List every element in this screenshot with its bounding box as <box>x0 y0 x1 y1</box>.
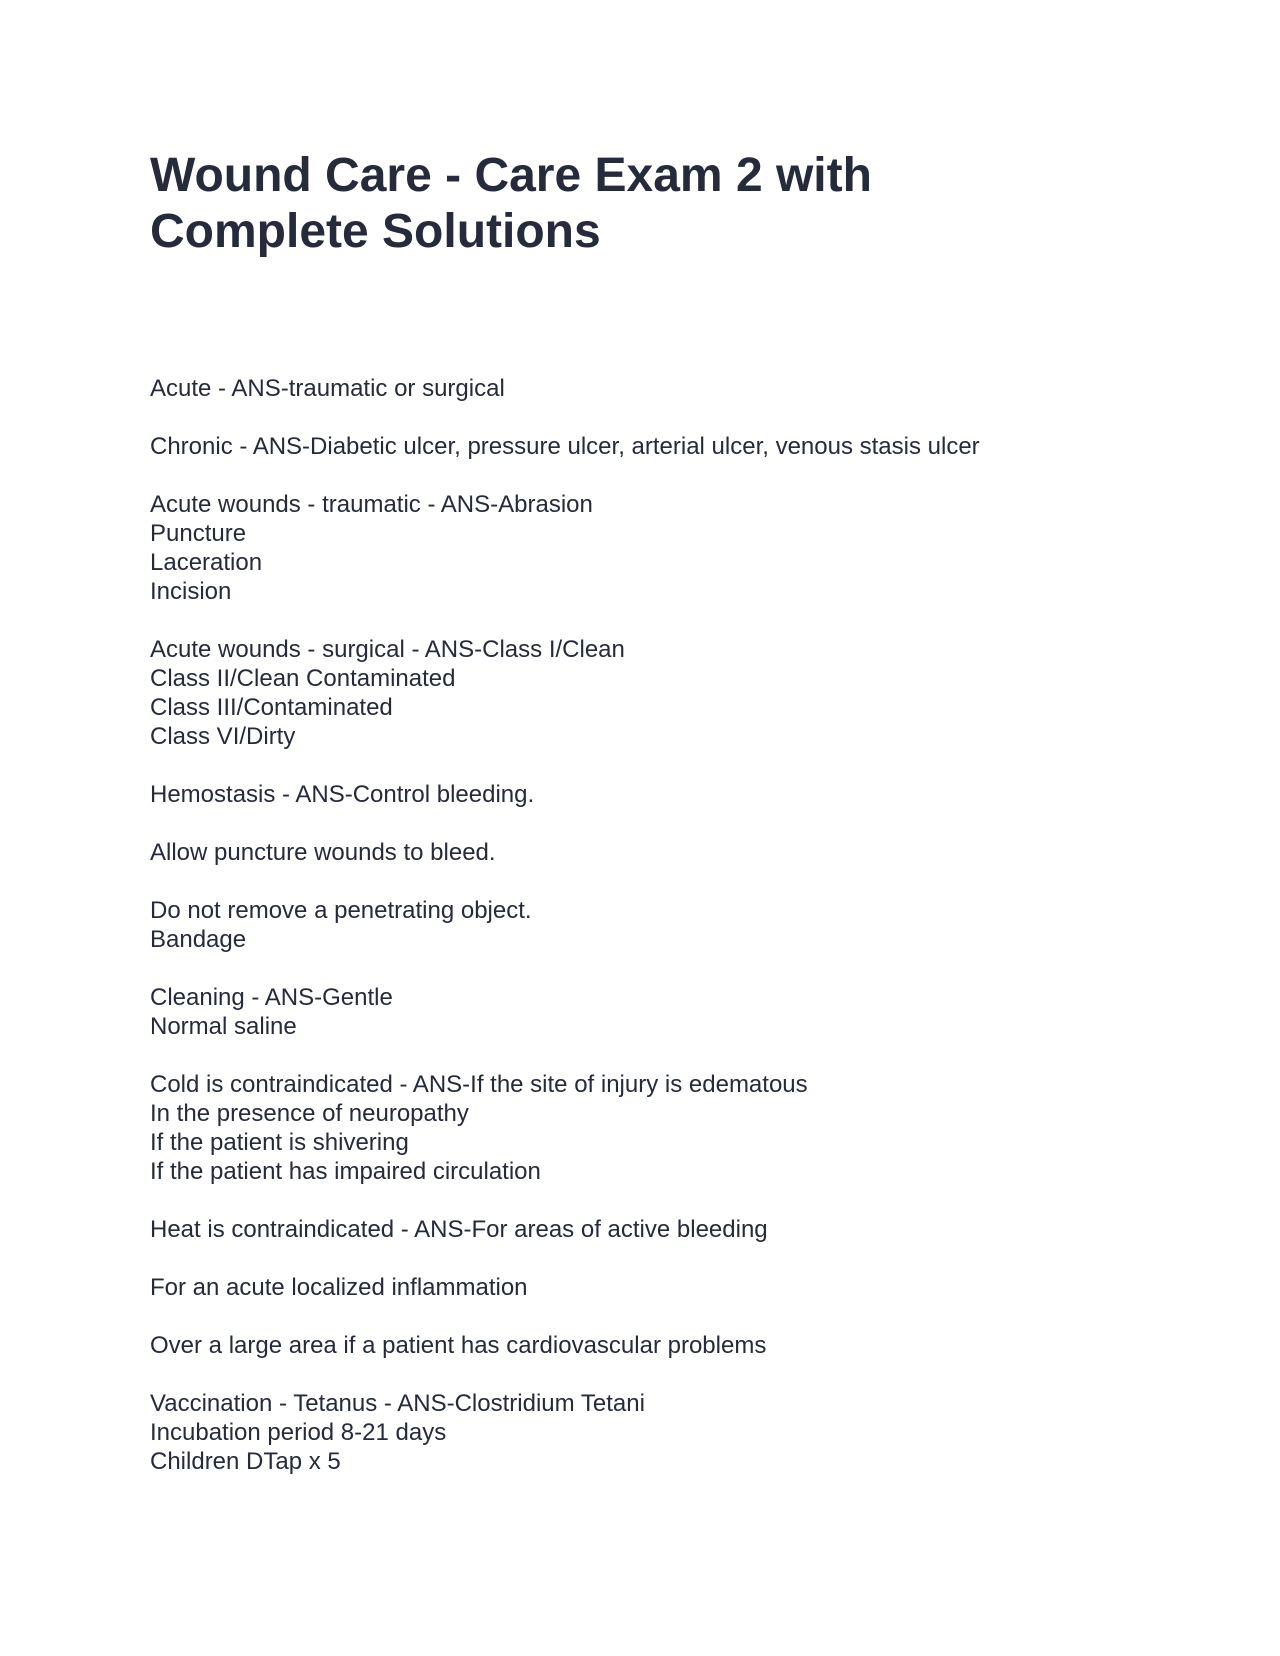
text-line: Allow puncture wounds to bleed. <box>150 839 496 866</box>
text-line: Over a large area if a patient has cardiovascular problems <box>150 1332 767 1359</box>
document-body <box>150 374 1150 1476</box>
text-line: Acute wounds - surgical - ANS-Class I/Clean <box>150 636 625 663</box>
text-line: Class III/Contaminated <box>150 694 393 721</box>
title-line-2: Complete Solutions <box>150 205 601 258</box>
qa-block <box>150 1215 1150 1244</box>
text-line: Cold is contraindicated - ANS-If the site of injury is edematous <box>150 1071 808 1098</box>
text-line: In the presence of neuropathy <box>150 1100 469 1127</box>
qa-block <box>150 780 1150 809</box>
text-line: Puncture <box>150 520 247 547</box>
qa-block <box>150 432 1150 461</box>
title-line-1: Wound Care - Care Exam 2 with <box>150 149 872 202</box>
text-line: Heat is contraindicated - ANS-For areas of active bleeding <box>150 1216 768 1243</box>
text-line: Incision <box>150 578 232 605</box>
text-line: If the patient is shivering <box>150 1129 409 1156</box>
qa-block <box>150 635 1150 751</box>
document-title <box>150 148 1150 260</box>
text-line: Incubation period 8-21 days <box>150 1419 447 1446</box>
text-line: Vaccination - Tetanus - ANS-Clostridium Tetani <box>150 1390 645 1417</box>
text-line: Do not remove a penetrating object. <box>150 897 532 924</box>
qa-block <box>150 490 1150 606</box>
qa-block <box>150 374 1150 403</box>
text-line: Class VI/Dirty <box>150 723 296 750</box>
qa-block <box>150 1273 1150 1302</box>
text-line: Normal saline <box>150 1013 297 1040</box>
qa-block <box>150 1389 1150 1476</box>
qa-block <box>150 1331 1150 1360</box>
text-line: For an acute localized inflammation <box>150 1274 528 1301</box>
text-line: Acute - ANS-traumatic or surgical <box>150 375 505 402</box>
text-line: Chronic - ANS-Diabetic ulcer, pressure ulcer, arterial ulcer, venous stasis ulcer <box>150 433 980 460</box>
text-line: Class II/Clean Contaminated <box>150 665 456 692</box>
qa-block <box>150 838 1150 867</box>
text-line: Hemostasis - ANS-Control bleeding. <box>150 781 535 808</box>
text-line: Cleaning - ANS-Gentle <box>150 984 393 1011</box>
document-page <box>150 148 1150 1505</box>
text-line: Laceration <box>150 549 263 576</box>
text-line: Bandage <box>150 926 247 953</box>
text-line: If the patient has impaired circulation <box>150 1158 541 1185</box>
text-line: Acute wounds - traumatic - ANS-Abrasion <box>150 491 593 518</box>
text-line: Children DTap x 5 <box>150 1448 341 1475</box>
qa-block <box>150 896 1150 954</box>
qa-block <box>150 983 1150 1041</box>
qa-block <box>150 1070 1150 1186</box>
